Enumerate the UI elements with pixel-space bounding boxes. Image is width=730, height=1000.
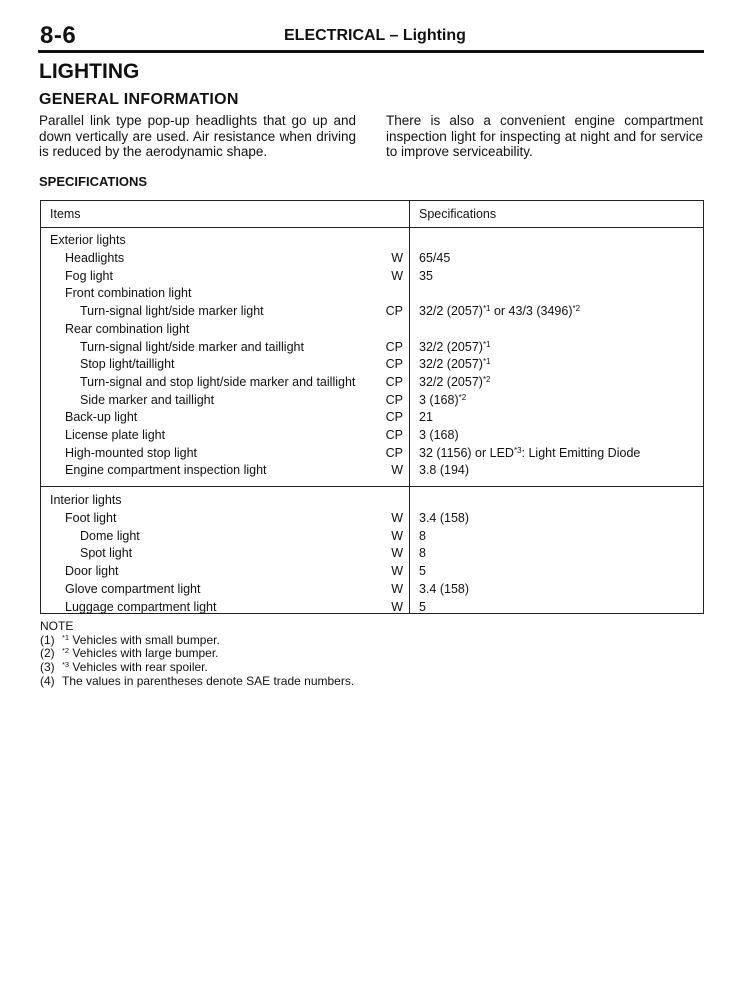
column-header-items: Items: [50, 207, 81, 221]
item-name: Side marker and taillight: [80, 392, 215, 407]
note-item: (3) $^{*3}$ Vehicles with rear spoiler.: [40, 660, 208, 675]
item-spec-value: 35: [419, 268, 433, 283]
note-item: (2) $^{*2}$ Vehicles with large bumper.: [40, 646, 219, 661]
item-unit: CP: [385, 445, 403, 460]
item-name: Headlights: [65, 251, 125, 265]
item-spec-value: 32 (1156) or LED$^{*3}$: Light Emitting Diode: [419, 445, 641, 460]
item-name: Turn-signal light/side marker and taillight: [80, 339, 304, 354]
table-row: [41, 375, 703, 393]
item-unit: W: [391, 268, 403, 283]
item-name: Turn-signal light/side marker light: [80, 304, 264, 319]
item-spec-value: 5: [419, 564, 426, 579]
item-name: Rear combination light: [65, 321, 190, 336]
item-spec-value: 65/45: [419, 251, 451, 265]
group-separator: [41, 486, 703, 487]
item-spec-value: 32/2 $(2057)^{*1}$: [419, 339, 491, 354]
item-name: Turn-signal and stop light/side marker and taillight: [80, 374, 356, 389]
item-name: Engine compartment inspection light: [65, 463, 267, 478]
item-name: License plate light: [65, 428, 166, 442]
item-spec-value: 3.4 (158): [419, 581, 470, 596]
item-name: Stop light/taillight: [80, 357, 175, 372]
item-spec-value: 21: [419, 410, 433, 425]
note-item: (1) $^{*1}$ Vehicles with small bumper.: [40, 632, 220, 647]
item-unit: W: [391, 251, 403, 265]
item-name: Foot light: [65, 511, 117, 525]
item-name: Back-up light: [65, 410, 138, 425]
page-number: 8-6: [40, 22, 77, 49]
item-unit: W: [391, 581, 403, 596]
item-name: High-mounted stop light: [65, 445, 198, 460]
table-row: [41, 428, 703, 446]
group-label-interior: Interior lights: [50, 493, 122, 507]
item-spec-value: 32/2 $(2057)^{*2}$: [419, 374, 491, 389]
column-header-specifications: Specifications: [419, 207, 497, 221]
header-rule: [38, 50, 704, 53]
table-row: [41, 251, 703, 269]
item-unit: CP: [385, 410, 403, 425]
notes-heading: NOTE: [40, 619, 74, 633]
item-name: Fog light: [65, 268, 113, 283]
section-title: LIGHTING: [39, 60, 140, 83]
item-unit: W: [391, 463, 403, 478]
item-name: Glove compartment light: [65, 581, 201, 596]
item-unit: W: [391, 546, 403, 561]
table-row: [41, 304, 703, 322]
item-unit: CP: [385, 304, 403, 319]
table-row: [41, 286, 703, 304]
table-row: [41, 446, 703, 464]
item-unit: CP: [385, 374, 403, 389]
item-name: Front combination light: [65, 286, 192, 301]
item-unit: W: [391, 511, 403, 525]
table-row: [41, 357, 703, 375]
item-unit: CP: [385, 339, 403, 354]
intro-paragraph-right: There is also a convenient engine compartment inspection light for inspecting at night and for service to improve serviceability.: [386, 113, 703, 159]
table-row: [41, 269, 703, 287]
notes-block: [40, 620, 354, 689]
item-spec-value: 32/2 $(2057)^{*1}$: [419, 357, 491, 372]
item-unit: W: [391, 528, 403, 543]
intro-paragraph-left: Parallel link type pop-up headlights that go up and down vertically are used. Air resistance when driving is reduced by the aerodynamic shape.: [39, 113, 356, 159]
table-row: [41, 582, 703, 600]
item-spec-value: 3 (168): [419, 428, 459, 442]
table-row: [41, 529, 703, 547]
item-name: Door light: [65, 564, 119, 579]
table-header-row: [41, 201, 703, 228]
table-row: [41, 340, 703, 358]
item-unit: CP: [385, 357, 403, 372]
subsection-title: GENERAL INFORMATION: [39, 91, 239, 108]
table-row: [41, 600, 703, 618]
item-unit: CP: [385, 392, 403, 407]
table-row: [41, 463, 703, 481]
item-spec-value: 32/2 $(2057)^{*1}$ or 43/3 $(3496)^{*2}$: [419, 304, 581, 319]
table-row: [41, 410, 703, 428]
group-label-exterior: Exterior lights: [50, 233, 126, 247]
item-unit: W: [391, 564, 403, 579]
table-row: [41, 511, 703, 529]
item-name: Dome light: [80, 528, 140, 543]
item-spec-value: 3 $(168)^{*2}$: [419, 392, 467, 407]
item-spec-value: 5: [419, 599, 426, 614]
item-unit: CP: [385, 428, 403, 442]
item-spec-value: 8: [419, 528, 426, 543]
specifications-table: [40, 200, 704, 614]
item-spec-value: 3.8 (194): [419, 463, 470, 478]
table-row: [41, 322, 703, 340]
item-spec-value: 8: [419, 546, 426, 561]
item-unit: W: [391, 599, 403, 614]
table-row: [41, 393, 703, 411]
note-item: (4) The values in parentheses denote SAE trade numbers.: [40, 673, 355, 688]
specifications-heading: SPECIFICATIONS: [39, 174, 148, 189]
item-name: Luggage compartment light: [65, 599, 217, 614]
item-name: Spot light: [80, 546, 133, 561]
table-row: [41, 546, 703, 564]
table-row: [41, 564, 703, 582]
running-header-title: ELECTRICAL – Lighting: [284, 27, 466, 44]
item-spec-value: 3.4 (158): [419, 511, 470, 525]
